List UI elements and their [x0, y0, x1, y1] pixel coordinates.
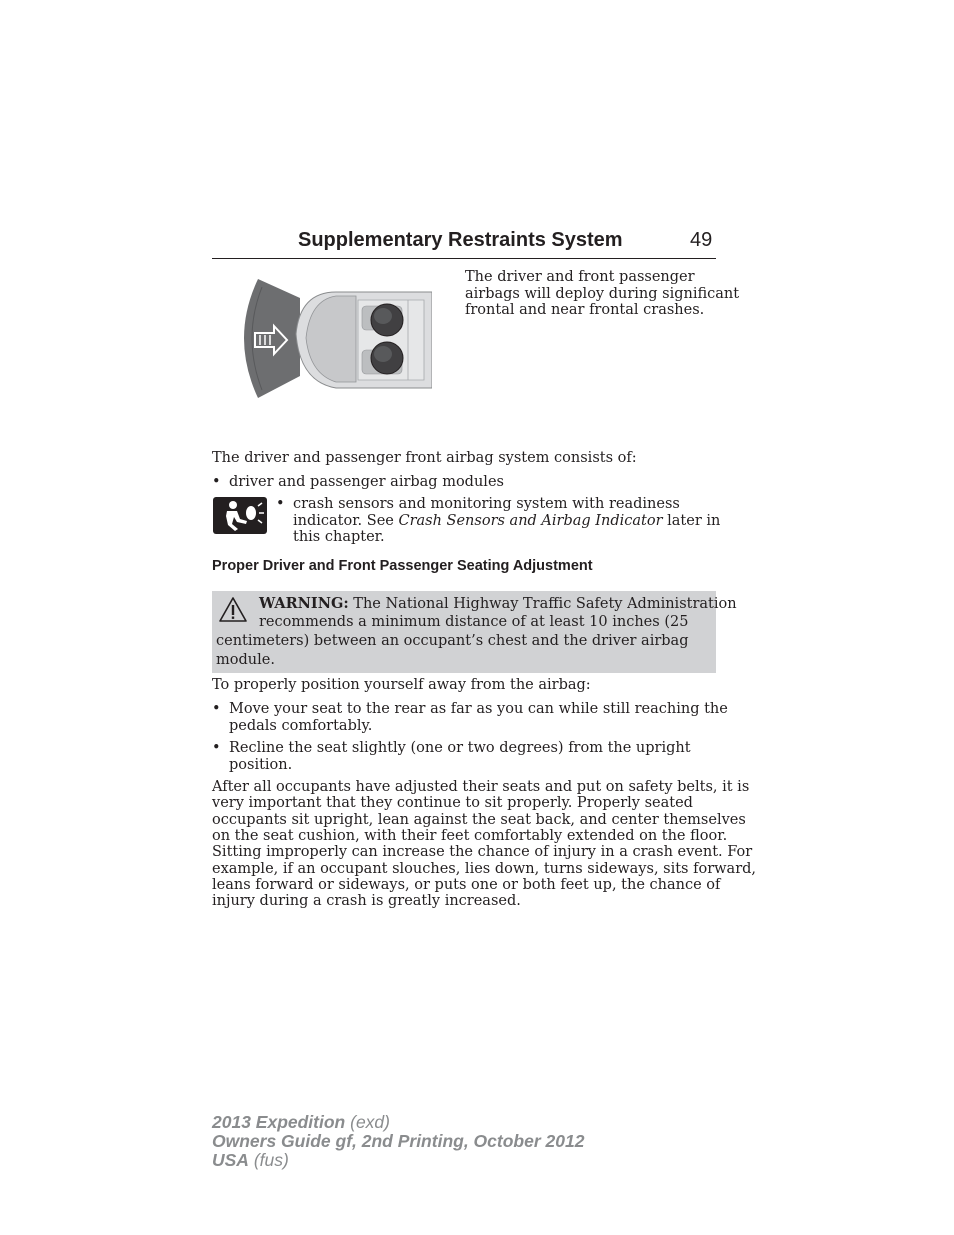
list-item — [212, 740, 716, 776]
paragraph-line: injury during a crash is greatly increased. — [212, 893, 521, 910]
bullet-text: Recline the seat slightly (one or two degrees) from the upright — [229, 740, 691, 756]
paragraph-line: leans forward or sideways, or puts one or both feet up, the chance of — [212, 876, 721, 893]
bullet-text: position. — [229, 757, 293, 773]
footer-market-name: USA — [212, 1150, 249, 1170]
paragraph-line: example, if an occupant slouches, lies down, turns sideways, sits forward, — [212, 860, 757, 877]
page-number: 49 — [690, 229, 713, 251]
warning-label: WARNING: — [259, 595, 349, 612]
bullet: • — [212, 740, 221, 756]
paragraph-line: on the seat cushion, with their feet comfortably extended on the floor. — [212, 827, 728, 844]
bullet-text-suffix: later in — [662, 513, 721, 529]
airbag-indicator-icon — [213, 497, 267, 534]
footer-model — [212, 1112, 390, 1133]
footer-guide — [212, 1131, 584, 1152]
subheading: Proper Driver and Front Passenger Seating Adjustment — [212, 558, 593, 574]
intro-line: airbags will deploy during significant — [465, 286, 740, 302]
footer-guide-text: Owners Guide gf, 2nd Printing, October 2012 — [212, 1131, 585, 1151]
paragraph-line: occupants sit upright, lean against the seat back, and center themselves — [212, 811, 746, 828]
bullet: • — [212, 474, 221, 490]
bullet-text — [293, 513, 720, 530]
list-item — [276, 496, 721, 548]
footer-model-name: 2013 Expedition — [212, 1112, 346, 1132]
system-intro: The driver and passenger front airbag system consists of: — [212, 450, 637, 466]
airbag-deployment-illustration — [238, 276, 432, 401]
paragraph-line: very important that they continue to sit properly. Properly seated — [212, 795, 693, 812]
bullet-text: pedals comfortably. — [229, 718, 373, 734]
intro-line: The driver and front passenger — [465, 269, 695, 285]
list-item — [212, 474, 716, 492]
bullet: • — [276, 496, 285, 512]
chapter-reference: Crash Sensors and Airbag Indicator — [398, 513, 663, 529]
bullet-text-prefix: indicator. See — [293, 513, 399, 529]
warning-text — [259, 594, 737, 614]
warning-line: The National Highway Traffic Safety Administration — [348, 596, 737, 612]
bullet-text: this chapter. — [293, 529, 385, 545]
list-item — [212, 701, 728, 737]
warning-triangle-icon — [218, 596, 248, 623]
bullet-text: Move your seat to the rear as far as you can while still reaching the — [229, 701, 728, 717]
warning-line: centimeters) between an occupant’s chest and the driver airbag — [216, 633, 689, 649]
warning-line: recommends a minimum distance of at least 10 inches (25 — [259, 614, 689, 630]
bullet: • — [212, 701, 221, 717]
paragraph-line: Sitting improperly can increase the chance of injury in a crash event. For — [212, 844, 753, 861]
bullet-text: crash sensors and monitoring system with readiness — [293, 496, 680, 512]
footer-market — [212, 1150, 289, 1171]
position-intro: To properly position yourself away from the airbag: — [212, 677, 591, 693]
paragraph-line: After all occupants have adjusted their seats and put on safety belts, it is — [212, 779, 750, 795]
footer-model-code: (exd) — [345, 1112, 390, 1132]
header-divider — [212, 258, 716, 259]
intro-line: frontal and near frontal crashes. — [465, 302, 705, 318]
section-title: Supplementary Restraints System — [298, 229, 623, 251]
closing-paragraph — [212, 779, 757, 915]
warning-line: module. — [216, 652, 275, 668]
bullet-text: driver and passenger airbag modules — [229, 474, 504, 490]
footer-market-code: (fus) — [248, 1150, 289, 1170]
